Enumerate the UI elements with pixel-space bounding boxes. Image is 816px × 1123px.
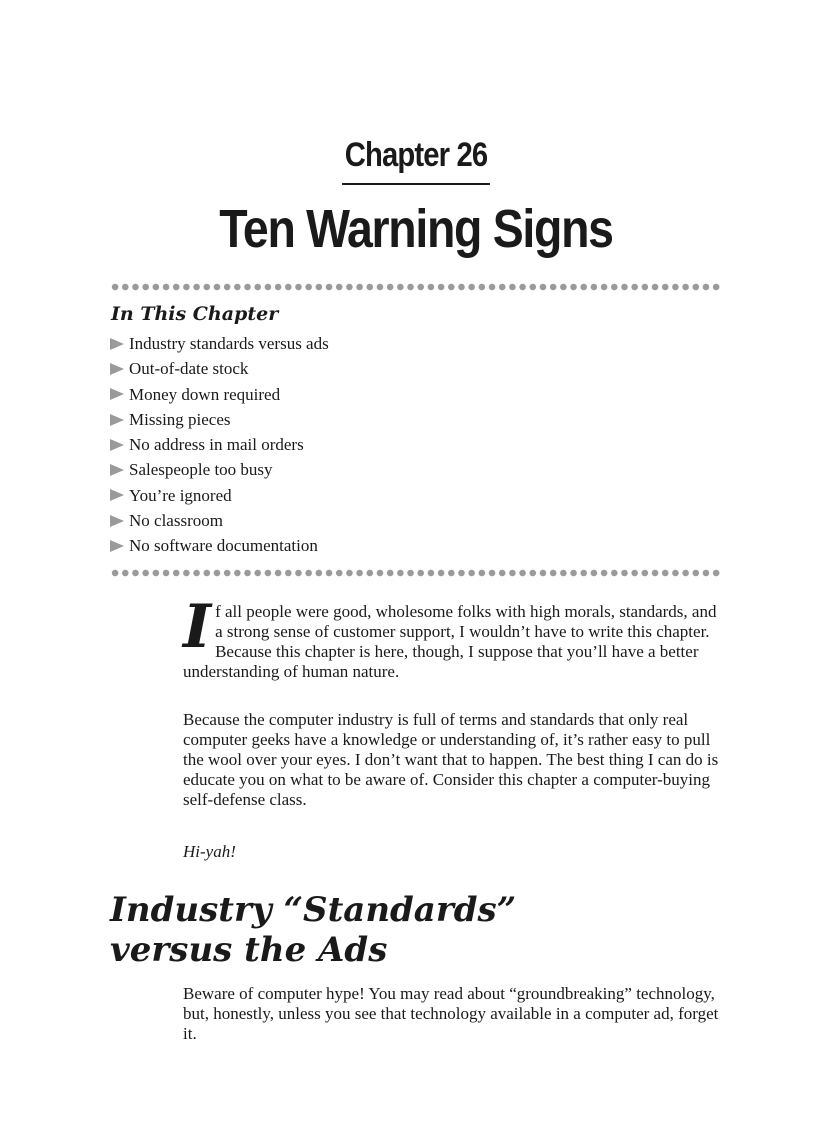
chapter-title: Ten Warning Signs [219, 199, 613, 259]
list-item: Money down required [110, 382, 329, 407]
list-item: No classroom [110, 508, 329, 533]
chapter-number: Chapter 26 [344, 136, 488, 174]
bullet-arrow-icon [110, 388, 124, 400]
bullet-arrow-icon [110, 338, 124, 350]
intro-paragraph-2: Because the computer industry is full of terms and standards that only real computer geeks have a knowledge or understanding of, it’s rather easy to pull the wool over your eyes. I don’t want that to happen. The best thing I can do is educate you on what to be aware of. Consider this chapter a computer-buying self-defense class. [183, 710, 719, 809]
list-item: Industry standards versus ads [110, 331, 329, 356]
list-item: Salespeople too busy [110, 457, 329, 482]
dotted-divider-bottom [110, 568, 722, 578]
dotted-divider-top [110, 282, 722, 292]
list-item: No software documentation [110, 533, 329, 558]
intro-paragraph-1: If all people were good, wholesome folks with high morals, standards, and a strong sense of customer support, I wouldn’t have to write this chapter. Because this chapter is here, though, I suppose that you’ll have a better understanding of human nature. [183, 592, 717, 681]
list-item: No address in mail orders [110, 432, 329, 457]
chapter-number-underline [342, 183, 490, 185]
bullet-arrow-icon [110, 363, 124, 375]
section-paragraph-1: Beware of computer hype! You may read about “groundbreaking” technology, but, honestly, unless you see that technology available in a computer ad, forget it. [183, 984, 719, 1043]
bullet-arrow-icon [110, 540, 124, 552]
bullet-arrow-icon [110, 464, 124, 476]
list-item: Out-of-date stock [110, 356, 329, 381]
drop-cap: I [183, 592, 212, 662]
bullet-arrow-icon [110, 414, 124, 426]
in-this-chapter-heading: In This Chapter [111, 303, 279, 325]
section-heading: Industry “Standards” versus the Ads [110, 890, 517, 970]
chapter-topics-list [110, 331, 329, 559]
list-item: You’re ignored [110, 483, 329, 508]
list-item: Missing pieces [110, 407, 329, 432]
intro-paragraph-3: Hi-yah! [183, 842, 236, 861]
bullet-arrow-icon [110, 515, 124, 527]
bullet-arrow-icon [110, 489, 124, 501]
bullet-arrow-icon [110, 439, 124, 451]
